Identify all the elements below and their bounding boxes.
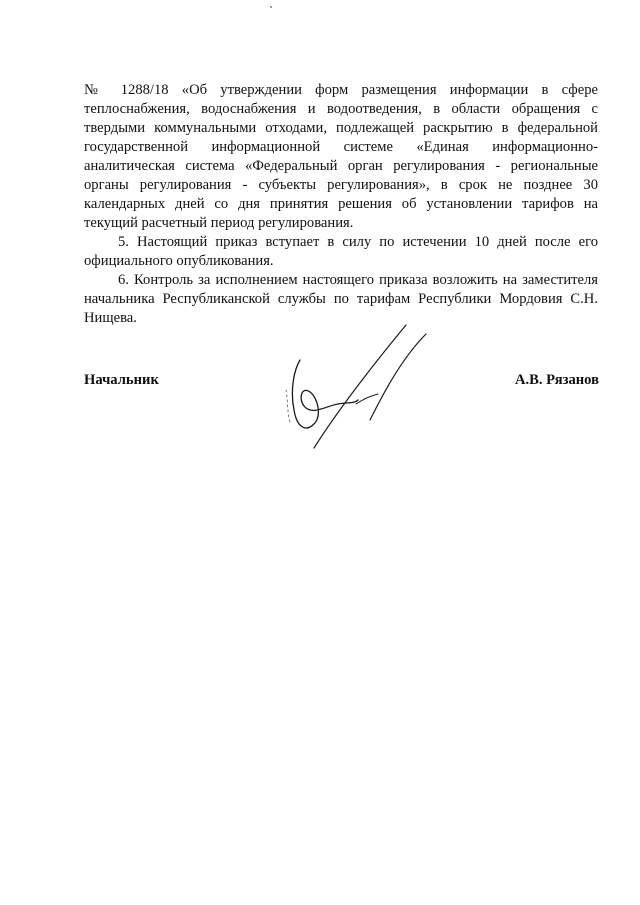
position-title: Начальник xyxy=(84,372,159,388)
paragraph-5: 5. Настоящий приказ вступает в силу по истечении 10 дней после его официального опубликования. xyxy=(84,234,598,269)
paragraph-continuation: № 1288/18 «Об утверждении форм размещения информации в сфере теплоснабжения, водоснабжения и водоотведения, в области обращения с твердыми коммунальными отходами, подлежащей раскрытию в федеральной государственной информационной системе «Единая информационно-аналитическая система «Федеральный орган регулирования - региональные органы регулирования - субъекты регулирования», в срок не позднее 30 календарных дней со дня принятия решения об установлении тарифов на текущий расчетный период регулирования. xyxy=(84,82,598,231)
scan-speck xyxy=(270,6,272,8)
signatory-name: А.В. Рязанов xyxy=(514,372,599,388)
paragraph-6: 6. Контроль за исполнением настоящего приказа возложить на заместителя начальника Республиканской службы по тарифам Республики Мордовия С.Н. Нищева. xyxy=(84,272,598,326)
document-body xyxy=(84,81,598,328)
handwritten-signature xyxy=(278,320,428,455)
